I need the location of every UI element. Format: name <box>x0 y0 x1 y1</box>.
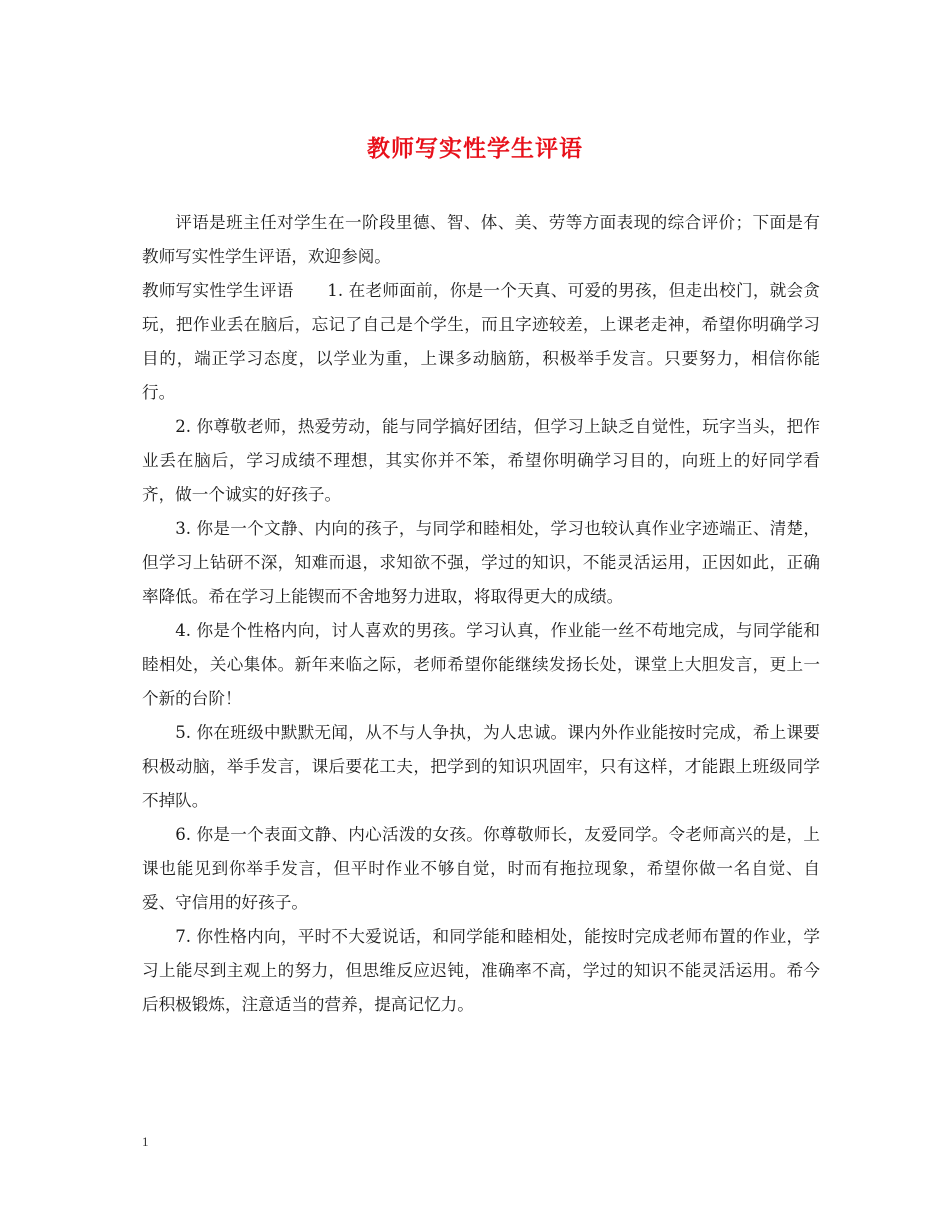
document-body <box>142 206 820 1022</box>
comment-paragraph-3: 3. 你是一个文静、内向的孩子，与同学和睦相处，学习也较认真作业字迹端正、清楚，但学习上钻研不深，知难而退，求知欲不强，学过的知识，不能灵活运用，正因如此，正确率降低。希在学习上能锲而不舍地努力进取，将取得更大的成绩。 <box>142 519 820 606</box>
comment-paragraph-7: 7. 你性格内向，平时不大爱说话，和同学能和睦相处，能按时完成老师布置的作业，学习上能尽到主观上的努力，但思维反应迟钝，准确率不高，学过的知识不能灵活运用。希今后积极锻炼，注意适当的营养，提高记忆力。 <box>142 927 820 1014</box>
intro-paragraph: 评语是班主任对学生在一阶段里德、智、体、美、劳等方面表现的综合评价；下面是有教师写实性学生评语，欢迎参阅。 <box>142 213 820 266</box>
comment-paragraph-2: 2. 你尊敬老师，热爱劳动，能与同学搞好团结，但学习上缺乏自觉性，玩字当头，把作业丢在脑后，学习成绩不理想，其实你并不笨，希望你明确学习目的，向班上的好同学看齐，做一个诚实的好孩子。 <box>142 417 820 504</box>
page-number: 1 <box>142 1134 149 1149</box>
comment-paragraph-4: 4. 你是个性格内向，讨人喜欢的男孩。学习认真，作业能一丝不苟地完成，与同学能和睦相处，关心集体。新年来临之际，老师希望你能继续发扬长处，课堂上大胆发言，更上一个新的台阶！ <box>142 621 820 708</box>
document-title: 教师写实性学生评语 <box>367 135 583 162</box>
lead-paragraph: 教师写实性学生评语 1. 在老师面前，你是一个天真、可爱的男孩，但走出校门，就会贪玩，把作业丢在脑后，忘记了自己是个学生，而且字迹较差，上课老走神，希望你明确学习目的，端正学习态度，以学业为重，上课多动脑筋，积极举手发言。只要努力，相信你能行。 <box>142 281 820 402</box>
comment-paragraph-6: 6. 你是一个表面文静、内心活泼的女孩。你尊敬师长，友爱同学。令老师高兴的是，上课也能见到你举手发言，但平时作业不够自觉，时而有拖拉现象，希望你做一名自觉、自爱、守信用的好孩子。 <box>142 825 820 912</box>
comment-paragraph-5: 5. 你在班级中默默无闻，从不与人争执，为人忠诚。课内外作业能按时完成，希上课要积极动脑，举手发言，课后要花工夫，把学到的知识巩固牢，只有这样，才能跟上班级同学不掉队。 <box>142 723 820 810</box>
